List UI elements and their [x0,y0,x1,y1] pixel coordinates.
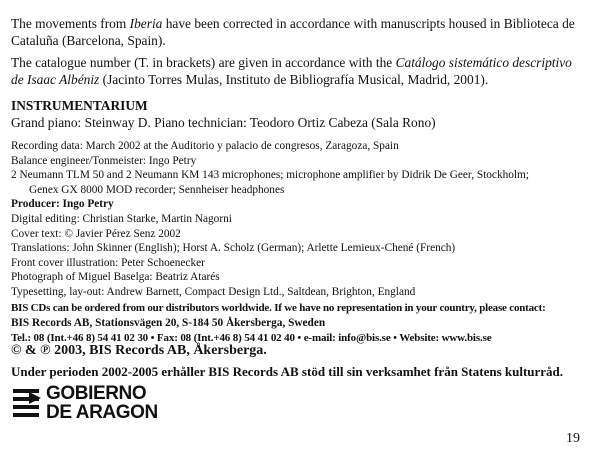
producer: Producer: Ingo Petry [11,198,114,211]
work-title: Iberia [129,16,163,31]
intro-line-2: Cataluña (Barcelona, Spain). [11,33,166,48]
instrumentarium-text: Grand piano: Steinway D. Piano technician: Teodoro Ortiz Cabeza (Sala Rono) [11,115,436,130]
translations: Translations: John Skinner (English); Horst A. Scholz (German); Arlette Lemieux-Chené (French) [11,242,456,255]
balance-engineer: Balance engineer/Tonmeister: Ingo Petry [11,154,197,167]
bis-contact-details: Tel.: 08 (Int.+46 8) 54 41 02 30 • Fax: 08 (Int.+46 8) 54 41 02 40 • e-mail: info@bis.se • Website: www.bis.se [11,332,492,344]
gobierno-de-aragon-logo [12,382,158,430]
aragon-flag-icon [12,386,42,426]
intro-text: The movements from [11,16,130,31]
front-cover-illustration: Front cover illustration: Peter Schoenecker [11,256,205,269]
funding-note: Under perioden 2002-2005 erhåller BIS Records AB stöd till sin verksamhet från Statens kulturråd. [11,364,564,379]
digital-editing: Digital editing: Christian Starke, Martin Nagorni [11,213,232,225]
recording-data: Recording data: March 2002 at the Auditorio y palacio de congresos, Zaragoza, Spain [11,140,399,152]
logo-line-2: DE ARAGON [46,402,158,423]
catalogue-line-2 [11,71,488,88]
catalogue-title: de Isaac Albéniz [11,72,100,87]
page-number: 19 [566,431,580,446]
microphones: 2 Neumann TLM 50 and 2 Neumann KM 143 microphones; microphone amplifier by Didrik De Geer, Stockholm; [11,169,529,182]
distributor-note: BIS CDs can be ordered from our distributors worldwide. If we have no representation in your country, please contact: [11,302,546,314]
copyright: © & ℗ 2003, BIS Records AB, Åkersberga. [11,343,267,358]
cover-text: Cover text: © Javier Pérez Senz 2002 [11,227,181,240]
instrumentarium-heading: INSTRUMENTARIUM [11,98,148,113]
bis-address: BIS Records AB, Stationsvägen 20, S-184 50 Åkersberga, Sweden [11,317,326,329]
catalogue-text: (Jacinto Torres Mulas, Instituto de Bibliografía Musical, Madrid, 2001). [99,72,489,87]
catalogue-title: Catálogo sistemático descriptivo [395,55,572,70]
logo-wordmark [46,384,158,422]
recorder: Genex GX 8000 MOD recorder; Sennheiser headphones [29,183,285,196]
catalogue-text: The catalogue number (T. in brackets) are given in accordance with the [11,55,396,70]
intro-text: have been corrected in accordance with manuscripts housed in Biblioteca de [162,16,575,31]
logo-line-1: GOBIERNO [46,383,147,404]
catalogue-line-1 [11,54,572,71]
intro-line-1 [11,15,575,32]
typesetting: Typesetting, lay-out: Andrew Barnett, Compact Design Ltd., Saltdean, Brighton, England [11,286,416,298]
photograph-credit: Photograph of Miguel Baselga: Beatriz Atarés [11,271,220,284]
